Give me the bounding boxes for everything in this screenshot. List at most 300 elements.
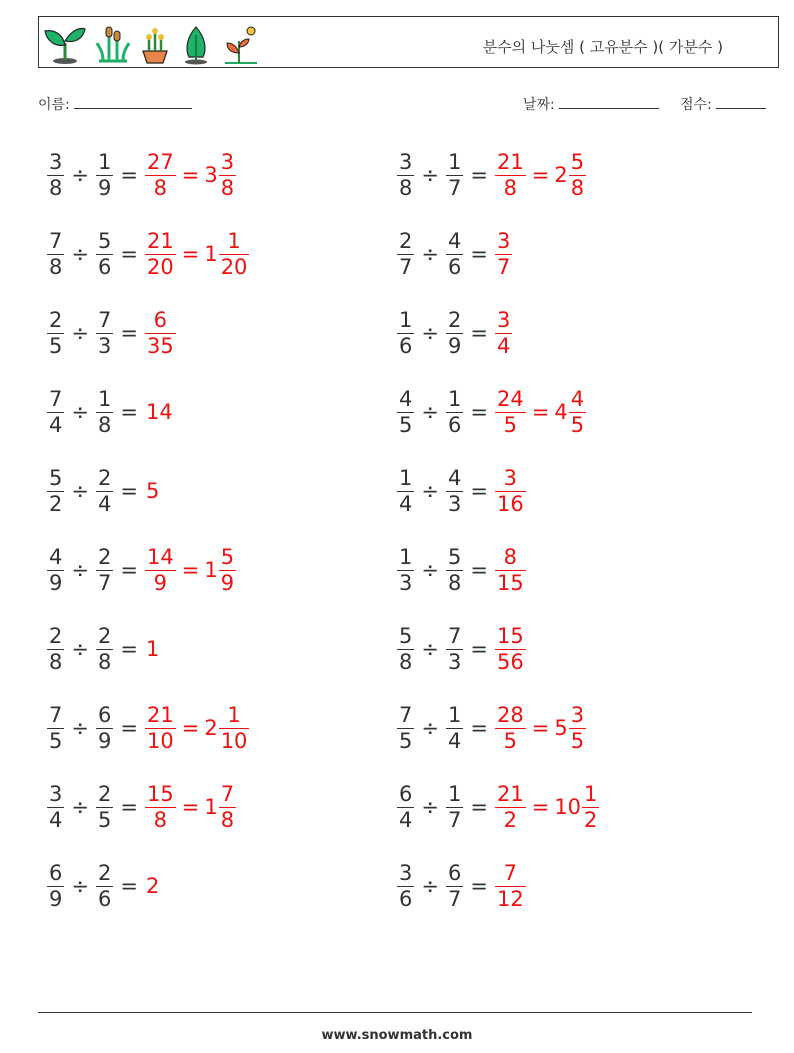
divisor-fraction-numerator: 1: [97, 386, 112, 411]
mixed-whole: 1: [204, 242, 218, 266]
dividend-fraction-denominator: 4: [399, 491, 413, 516]
answer: [144, 307, 177, 358]
potted-plant-icon: [139, 23, 171, 65]
divisor-fraction-denominator: 6: [447, 254, 462, 279]
dividend-fraction: [47, 623, 64, 674]
answer: [144, 400, 173, 424]
name-label: 이름:: [38, 97, 70, 113]
answer-fraction: [495, 781, 526, 832]
divisor-fraction: [446, 228, 463, 279]
answer-fraction-numerator: 15: [496, 623, 524, 648]
answer-integer: 5: [145, 479, 160, 503]
divisor-fraction-denominator: 7: [447, 886, 462, 911]
dividend-fraction-numerator: 6: [49, 860, 63, 885]
mixed-fraction: [569, 386, 586, 437]
mixed-whole: 2: [554, 163, 568, 187]
divide-sign: ÷: [421, 321, 439, 345]
divisor-fraction-numerator: 7: [97, 307, 112, 332]
answer-fraction: [495, 860, 526, 911]
divisor-fraction-denominator: 9: [97, 175, 112, 200]
answer: [144, 637, 159, 661]
dividend-fraction-numerator: 4: [49, 544, 63, 569]
dividend-fraction-denominator: 6: [399, 886, 413, 911]
answer-fraction: [495, 228, 512, 279]
answer-fraction-denominator: 5: [495, 412, 526, 436]
equals-sign: =: [120, 637, 138, 661]
answer-fraction-denominator: 20: [146, 254, 174, 279]
dividend-fraction-numerator: 2: [399, 228, 413, 253]
divisor-fraction: [96, 781, 113, 832]
dividend-fraction-denominator: 9: [49, 886, 63, 911]
mixed-fraction-numerator: 1: [227, 702, 241, 727]
divide-sign: ÷: [421, 716, 439, 740]
problem-item: [46, 140, 237, 210]
answer-fraction-numerator: 14: [146, 544, 174, 569]
dividend-fraction: [397, 307, 414, 358]
mixed-fraction: [219, 781, 236, 832]
dividend-fraction: [47, 860, 64, 911]
divisor-fraction-numerator: 5: [447, 544, 462, 569]
divisor-fraction-denominator: 8: [97, 649, 112, 674]
answer-equals-sign: =: [181, 795, 200, 819]
answer-equals-sign: =: [181, 558, 200, 582]
answer-fraction: [145, 781, 176, 832]
answer-fraction: [495, 623, 526, 674]
dividend-fraction-numerator: 6: [399, 781, 413, 806]
answer-fraction-denominator: 9: [145, 570, 176, 594]
answer: [494, 860, 527, 911]
divisor-fraction: [96, 386, 113, 437]
divisor-fraction: [446, 465, 463, 516]
dividend-fraction-denominator: 5: [49, 728, 63, 753]
dividend-fraction-numerator: 1: [399, 465, 413, 490]
mixed-fraction-denominator: 10: [220, 728, 248, 753]
dividend-fraction-denominator: 8: [49, 175, 63, 200]
mixed-fraction-numerator: 5: [570, 149, 585, 174]
divisor-fraction: [446, 544, 463, 595]
divisor-fraction-numerator: 2: [97, 623, 112, 648]
mixed-whole: 3: [204, 163, 218, 187]
answer-fraction-denominator: 12: [496, 886, 524, 911]
answer: [494, 465, 527, 516]
equals-sign: =: [470, 242, 488, 266]
mixed-whole: 1: [204, 558, 218, 582]
mixed-fraction-numerator: 5: [220, 544, 235, 569]
divisor-fraction-denominator: 6: [447, 412, 462, 437]
divisor-fraction-denominator: 8: [447, 570, 462, 595]
answer-fraction: [495, 307, 512, 358]
date-label: 날짜:: [523, 97, 555, 113]
answer-equals-sign: =: [181, 242, 200, 266]
divisor-fraction-denominator: 7: [447, 807, 462, 832]
divisor-fraction-denominator: 3: [447, 491, 462, 516]
equals-sign: =: [470, 637, 488, 661]
divisor-fraction-numerator: 7: [447, 623, 462, 648]
dividend-fraction-numerator: 7: [399, 702, 413, 727]
mixed-fraction-numerator: 7: [220, 781, 235, 806]
answer-fraction: [145, 702, 176, 753]
divide-sign: ÷: [71, 558, 89, 582]
answer-fraction: [495, 465, 526, 516]
mixed-fraction-denominator: 20: [220, 254, 248, 279]
divisor-fraction-numerator: 1: [447, 781, 462, 806]
dividend-fraction: [397, 149, 414, 200]
divisor-fraction: [446, 307, 463, 358]
equals-sign: =: [470, 321, 488, 345]
flower-icon: [221, 23, 261, 65]
divisor-fraction: [96, 228, 113, 279]
divide-sign: ÷: [71, 637, 89, 661]
answer: [494, 781, 600, 832]
divisor-fraction: [446, 860, 463, 911]
answer-fraction-denominator: 2: [495, 807, 526, 831]
divisor-fraction-denominator: 7: [447, 175, 462, 200]
answer-fraction-numerator: 21: [496, 149, 524, 174]
divide-sign: ÷: [421, 479, 439, 503]
dividend-fraction-numerator: 7: [49, 702, 63, 727]
dividend-fraction-numerator: 2: [49, 623, 63, 648]
equals-sign: =: [120, 479, 138, 503]
answer-fraction: [145, 149, 176, 200]
dividend-fraction-numerator: 3: [49, 781, 63, 806]
answer-fraction-denominator: 7: [496, 254, 511, 279]
problem-item: [396, 456, 527, 526]
answer-equals-sign: =: [181, 716, 200, 740]
answer-fraction-numerator: 6: [153, 307, 168, 332]
answer-fraction-numerator: 15: [146, 781, 174, 806]
problem-item: [396, 614, 527, 684]
equals-sign: =: [120, 795, 138, 819]
equals-sign: =: [470, 479, 488, 503]
dividend-fraction: [47, 465, 64, 516]
divisor-fraction-numerator: 4: [447, 465, 462, 490]
dividend-fraction-numerator: 7: [49, 386, 63, 411]
divisor-fraction-denominator: 9: [97, 728, 112, 753]
mixed-fraction-denominator: 2: [584, 807, 598, 832]
answer-fraction: [145, 544, 176, 595]
divisor-fraction: [96, 623, 113, 674]
answer: [144, 149, 237, 200]
sprout-icon: [43, 23, 87, 65]
answer-integer: 1: [145, 637, 160, 661]
dividend-fraction: [47, 307, 64, 358]
answer-fraction-numerator: 8: [503, 544, 518, 569]
equals-sign: =: [470, 400, 488, 424]
divide-sign: ÷: [421, 795, 439, 819]
equals-sign: =: [470, 795, 488, 819]
answer-fraction-numerator: 3: [503, 465, 518, 490]
equals-sign: =: [470, 874, 488, 898]
divisor-fraction-denominator: 3: [447, 649, 462, 674]
answer-fraction-numerator: 24: [496, 386, 524, 411]
dividend-fraction: [47, 228, 64, 279]
answer-integer: 2: [145, 874, 160, 898]
divisor-fraction-numerator: 1: [447, 149, 462, 174]
divisor-fraction: [96, 307, 113, 358]
mixed-fraction-numerator: 1: [584, 781, 598, 806]
answer: [144, 479, 159, 503]
divisor-fraction-numerator: 2: [97, 860, 112, 885]
divisor-fraction-numerator: 1: [447, 702, 462, 727]
divide-sign: ÷: [421, 637, 439, 661]
dividend-fraction-denominator: 6: [399, 333, 413, 358]
divide-sign: ÷: [71, 716, 89, 740]
answer-fraction-numerator: 3: [496, 228, 511, 253]
answer-fraction-denominator: 8: [495, 175, 526, 199]
equals-sign: =: [470, 716, 488, 740]
answer-equals-sign: =: [531, 795, 550, 819]
dividend-fraction-denominator: 8: [399, 649, 413, 674]
dividend-fraction: [397, 702, 414, 753]
answer-fraction: [495, 544, 526, 595]
dividend-fraction-denominator: 4: [49, 412, 63, 437]
divisor-fraction-numerator: 6: [97, 702, 112, 727]
dividend-fraction-denominator: 4: [49, 807, 63, 832]
equals-sign: =: [120, 716, 138, 740]
answer-fraction: [495, 386, 526, 437]
problem-item: [396, 219, 513, 289]
mixed-fraction: [219, 702, 250, 753]
divide-sign: ÷: [71, 163, 89, 187]
answer: [494, 307, 513, 358]
problem-item: [396, 535, 527, 605]
name-field: [38, 94, 192, 114]
problem-item: [46, 614, 159, 684]
problem-item: [46, 535, 237, 605]
divisor-fraction-numerator: 5: [97, 228, 112, 253]
answer-fraction-denominator: 5: [495, 728, 526, 752]
divisor-fraction: [96, 544, 113, 595]
grass-icon: [95, 23, 131, 65]
answer-fraction-numerator: 21: [496, 781, 524, 806]
divisor-fraction: [446, 623, 463, 674]
worksheet-title: 분수의 나눗셈 ( 고유분수 )( 가분수 ): [482, 38, 723, 56]
dividend-fraction-denominator: 4: [399, 807, 413, 832]
header-icons: [43, 21, 261, 65]
mixed-fraction: [569, 149, 586, 200]
problem-item: [46, 693, 250, 763]
mixed-fraction-denominator: 8: [220, 175, 235, 200]
divisor-fraction-denominator: 4: [97, 491, 112, 516]
divisor-fraction: [96, 860, 113, 911]
equals-sign: =: [120, 400, 138, 424]
mixed-fraction: [219, 228, 250, 279]
divisor-fraction-denominator: 3: [97, 333, 112, 358]
divisor-fraction-numerator: 2: [97, 544, 112, 569]
mixed-whole: 1: [204, 795, 218, 819]
answer-equals-sign: =: [531, 716, 550, 740]
dividend-fraction-numerator: 3: [399, 149, 413, 174]
dividend-fraction-numerator: 5: [49, 465, 63, 490]
divide-sign: ÷: [71, 400, 89, 424]
divisor-fraction-numerator: 6: [447, 860, 462, 885]
problem-item: [46, 851, 159, 921]
dividend-fraction: [397, 781, 414, 832]
divisor-fraction: [446, 702, 463, 753]
answer-equals-sign: =: [531, 400, 550, 424]
dividend-fraction-numerator: 7: [49, 228, 63, 253]
date-blank[interactable]: [559, 95, 659, 109]
answer: [494, 623, 527, 674]
divisor-fraction-numerator: 2: [97, 781, 112, 806]
name-blank[interactable]: [74, 95, 192, 109]
problem-item: [46, 772, 237, 842]
dividend-fraction-numerator: 4: [399, 386, 413, 411]
divide-sign: ÷: [71, 242, 89, 266]
mixed-fraction: [219, 149, 236, 200]
answer-fraction-denominator: 56: [496, 649, 524, 674]
divisor-fraction-denominator: 6: [97, 886, 112, 911]
divide-sign: ÷: [71, 479, 89, 503]
dividend-fraction-denominator: 5: [399, 728, 413, 753]
dividend-fraction: [47, 386, 64, 437]
problem-item: [396, 140, 587, 210]
mixed-fraction-denominator: 5: [570, 728, 585, 753]
divide-sign: ÷: [421, 163, 439, 187]
dividend-fraction-denominator: 9: [49, 570, 63, 595]
answer: [494, 228, 513, 279]
dividend-fraction-denominator: 5: [399, 412, 413, 437]
answer: [494, 702, 587, 753]
dividend-fraction-denominator: 2: [49, 491, 63, 516]
mixed-fraction-numerator: 4: [570, 386, 585, 411]
problem-item: [396, 298, 513, 368]
answer-fraction-denominator: 8: [145, 807, 176, 831]
divisor-fraction-denominator: 4: [447, 728, 462, 753]
divisor-fraction-numerator: 1: [447, 386, 462, 411]
dividend-fraction: [47, 781, 64, 832]
answer-fraction-denominator: 16: [496, 491, 524, 516]
mixed-whole: 10: [554, 795, 582, 819]
equals-sign: =: [120, 558, 138, 582]
dividend-fraction-denominator: 7: [399, 254, 413, 279]
dividend-fraction-numerator: 3: [399, 860, 413, 885]
dividend-fraction: [397, 544, 414, 595]
mixed-whole: 4: [554, 400, 568, 424]
equals-sign: =: [120, 321, 138, 345]
mixed-whole: 5: [554, 716, 568, 740]
answer-fraction: [145, 228, 176, 279]
problem-item: [46, 219, 250, 289]
mixed-fraction-denominator: 8: [220, 807, 235, 832]
divisor-fraction-denominator: 7: [97, 570, 112, 595]
divide-sign: ÷: [71, 321, 89, 345]
divide-sign: ÷: [421, 558, 439, 582]
dividend-fraction: [397, 465, 414, 516]
equals-sign: =: [120, 242, 138, 266]
dividend-fraction: [47, 702, 64, 753]
answer-fraction-numerator: 21: [146, 228, 174, 253]
problem-item: [46, 377, 173, 447]
answer-fraction-numerator: 28: [496, 702, 524, 727]
date-field: [523, 94, 659, 114]
answer: [144, 702, 250, 753]
divisor-fraction-numerator: 2: [97, 465, 112, 490]
answer: [494, 149, 587, 200]
answer-fraction: [145, 307, 176, 358]
divisor-fraction-denominator: 8: [97, 412, 112, 437]
answer: [494, 544, 527, 595]
divide-sign: ÷: [71, 874, 89, 898]
dividend-fraction: [397, 228, 414, 279]
mixed-fraction: [219, 544, 236, 595]
divisor-fraction: [96, 149, 113, 200]
answer: [144, 544, 237, 595]
divisor-fraction-numerator: 1: [97, 149, 112, 174]
worksheet-header: [38, 16, 779, 68]
answer-fraction-denominator: 35: [146, 333, 174, 358]
tree-icon: [179, 23, 213, 65]
divisor-fraction-numerator: 4: [447, 228, 462, 253]
score-blank[interactable]: [716, 95, 766, 109]
dividend-fraction: [397, 623, 414, 674]
dividend-fraction-numerator: 5: [399, 623, 413, 648]
footer-url: www.snowmath.com: [321, 1028, 473, 1043]
dividend-fraction: [47, 544, 64, 595]
mixed-fraction-denominator: 5: [570, 412, 585, 437]
answer: [144, 228, 250, 279]
answer-fraction-numerator: 21: [146, 702, 174, 727]
answer-fraction-numerator: 3: [496, 307, 511, 332]
mixed-fraction-denominator: 9: [220, 570, 235, 595]
divisor-fraction-denominator: 5: [97, 807, 112, 832]
dividend-fraction-denominator: 5: [49, 333, 63, 358]
problem-item: [396, 377, 587, 447]
dividend-fraction-denominator: 3: [399, 570, 413, 595]
dividend-fraction-denominator: 8: [49, 649, 63, 674]
mixed-whole: 2: [204, 716, 218, 740]
divisor-fraction: [446, 386, 463, 437]
mixed-fraction: [582, 781, 599, 832]
problem-item: [396, 693, 587, 763]
divisor-fraction: [446, 781, 463, 832]
answer-fraction-denominator: 4: [496, 333, 511, 358]
divisor-fraction-denominator: 9: [447, 333, 462, 358]
dividend-fraction-denominator: 8: [49, 254, 63, 279]
dividend-fraction-numerator: 1: [399, 307, 413, 332]
problem-item: [46, 298, 177, 368]
answer-fraction: [495, 702, 526, 753]
divisor-fraction: [96, 702, 113, 753]
score-label: 점수:: [680, 97, 712, 113]
equals-sign: =: [470, 163, 488, 187]
divide-sign: ÷: [421, 400, 439, 424]
equals-sign: =: [120, 163, 138, 187]
score-field: [680, 94, 766, 114]
answer-equals-sign: =: [181, 163, 200, 187]
answer: [144, 874, 159, 898]
mixed-fraction-numerator: 1: [227, 228, 241, 253]
divisor-fraction-denominator: 6: [97, 254, 112, 279]
dividend-fraction: [397, 386, 414, 437]
divisor-fraction: [446, 149, 463, 200]
dividend-fraction-denominator: 8: [399, 175, 413, 200]
dividend-fraction: [397, 860, 414, 911]
divide-sign: ÷: [71, 795, 89, 819]
divisor-fraction-numerator: 2: [447, 307, 462, 332]
answer: [494, 386, 587, 437]
footer-divider: [38, 1012, 752, 1013]
problem-item: [396, 851, 527, 921]
answer-fraction-numerator: 27: [146, 149, 174, 174]
dividend-fraction-numerator: 1: [399, 544, 413, 569]
divide-sign: ÷: [421, 242, 439, 266]
problem-item: [396, 772, 600, 842]
answer-fraction-numerator: 7: [503, 860, 518, 885]
answer-fraction-denominator: 15: [496, 570, 524, 595]
answer-fraction-denominator: 8: [145, 175, 176, 199]
divide-sign: ÷: [421, 874, 439, 898]
